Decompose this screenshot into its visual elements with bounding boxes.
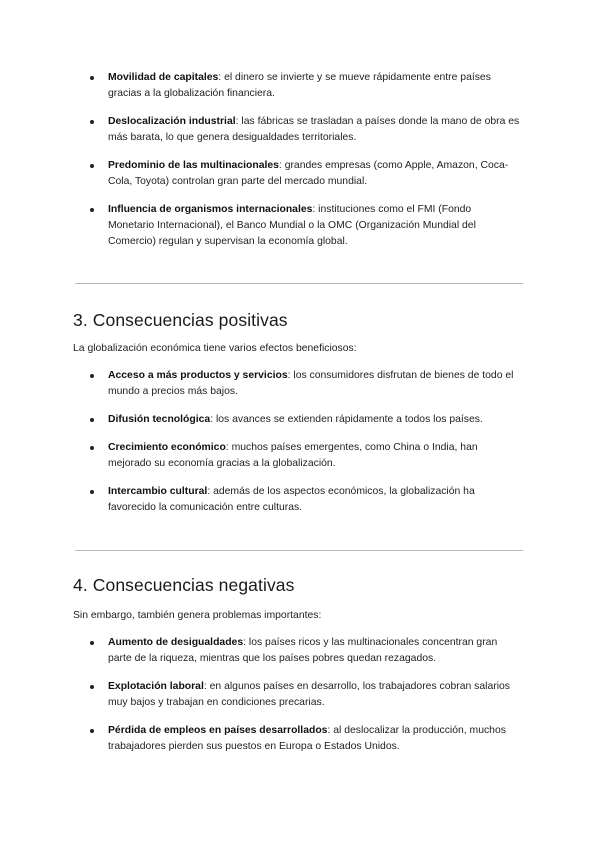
list-item xyxy=(90,368,520,400)
bullet-icon xyxy=(90,685,94,689)
list-item xyxy=(90,679,520,711)
list-item-term: Pérdida de empleos en países desarrollados xyxy=(108,725,328,736)
list-item xyxy=(90,723,520,755)
list-item-text: : en algunos países en desarrollo, los trabajadores cobran salarios muy bajos y trabajan en condiciones precarias. xyxy=(108,681,510,708)
list-item-text: : además de los aspectos económicos, la globalización ha favorecido la comunicación entre culturas. xyxy=(108,486,475,513)
bullet-icon xyxy=(90,446,94,450)
list-item xyxy=(90,484,520,516)
list-item-term: Deslocalización industrial xyxy=(108,116,236,127)
list-item-term: Aumento de desigualdades xyxy=(108,637,244,648)
section-title-negative: 4. Consecuencias negativas xyxy=(73,575,295,595)
bullet-list-globalization-features xyxy=(90,70,520,250)
bullet-icon xyxy=(90,76,94,80)
list-item xyxy=(90,70,520,102)
list-item-text: : instituciones como el FMI (Fondo Monetario Internacional), el Banco Mundial o la OMC (Organización Mundial del Comercio) regulan y supervisan la economía global. xyxy=(108,204,476,247)
bullet-list-positive xyxy=(90,368,520,516)
list-item xyxy=(90,412,520,428)
bullet-icon xyxy=(90,208,94,212)
list-item-term: Movilidad de capitales xyxy=(108,72,219,83)
section-title-positive: 3. Consecuencias positivas xyxy=(73,310,288,330)
list-item-text: : al deslocalizar la producción, muchos trabajadores pierden sus puestos en Europa o Estados Unidos. xyxy=(108,725,506,752)
list-item-term: Intercambio cultural xyxy=(108,486,208,497)
list-item-text: : grandes empresas (como Apple, Amazon, Coca-Cola, Toyota) controlan gran parte del mercado mundial. xyxy=(108,160,509,187)
list-item-term: Explotación laboral xyxy=(108,681,204,692)
list-item-text: : el dinero se invierte y se mueve rápidamente entre países gracias a la globalización financiera. xyxy=(108,72,491,99)
list-item-term: Acceso a más productos y servicios xyxy=(108,370,288,381)
section-divider xyxy=(75,550,523,551)
section-divider xyxy=(75,283,523,284)
bullet-icon xyxy=(90,374,94,378)
list-item-text: : muchos países emergentes, como China o India, han mejorado su economía gracias a la globalización. xyxy=(108,442,478,469)
list-item-text: : las fábricas se trasladan a países donde la mano de obra es más barata, lo que genera desigualdades territoriales. xyxy=(108,116,520,143)
list-item-term: Crecimiento económico xyxy=(108,442,226,453)
bullet-icon xyxy=(90,729,94,733)
bullet-icon xyxy=(90,641,94,645)
section-intro-negative: Sin embargo, también genera problemas importantes: xyxy=(73,610,322,621)
bullet-icon xyxy=(90,418,94,422)
bullet-list-negative xyxy=(90,635,520,755)
list-item-term: Difusión tecnológica xyxy=(108,414,211,425)
list-item xyxy=(90,635,520,667)
list-item xyxy=(90,158,520,190)
list-item-text: : los países ricos y las multinacionales concentran gran parte de la riqueza, mientras que los países pobres quedan rezagados. xyxy=(108,637,498,664)
list-item-text: : los consumidores disfrutan de bienes de todo el mundo a precios más bajos. xyxy=(108,370,514,397)
list-item xyxy=(90,440,520,472)
bullet-icon xyxy=(90,120,94,124)
list-item xyxy=(90,114,520,146)
list-item xyxy=(90,202,520,250)
section-intro-positive: La globalización económica tiene varios efectos beneficiosos: xyxy=(73,343,357,354)
bullet-icon xyxy=(90,164,94,168)
bullet-icon xyxy=(90,490,94,494)
list-item-term: Predominio de las multinacionales xyxy=(108,160,279,171)
list-item-text: : los avances se extienden rápidamente a todos los países. xyxy=(210,414,483,425)
list-item-term: Influencia de organismos internacionales xyxy=(108,204,313,215)
